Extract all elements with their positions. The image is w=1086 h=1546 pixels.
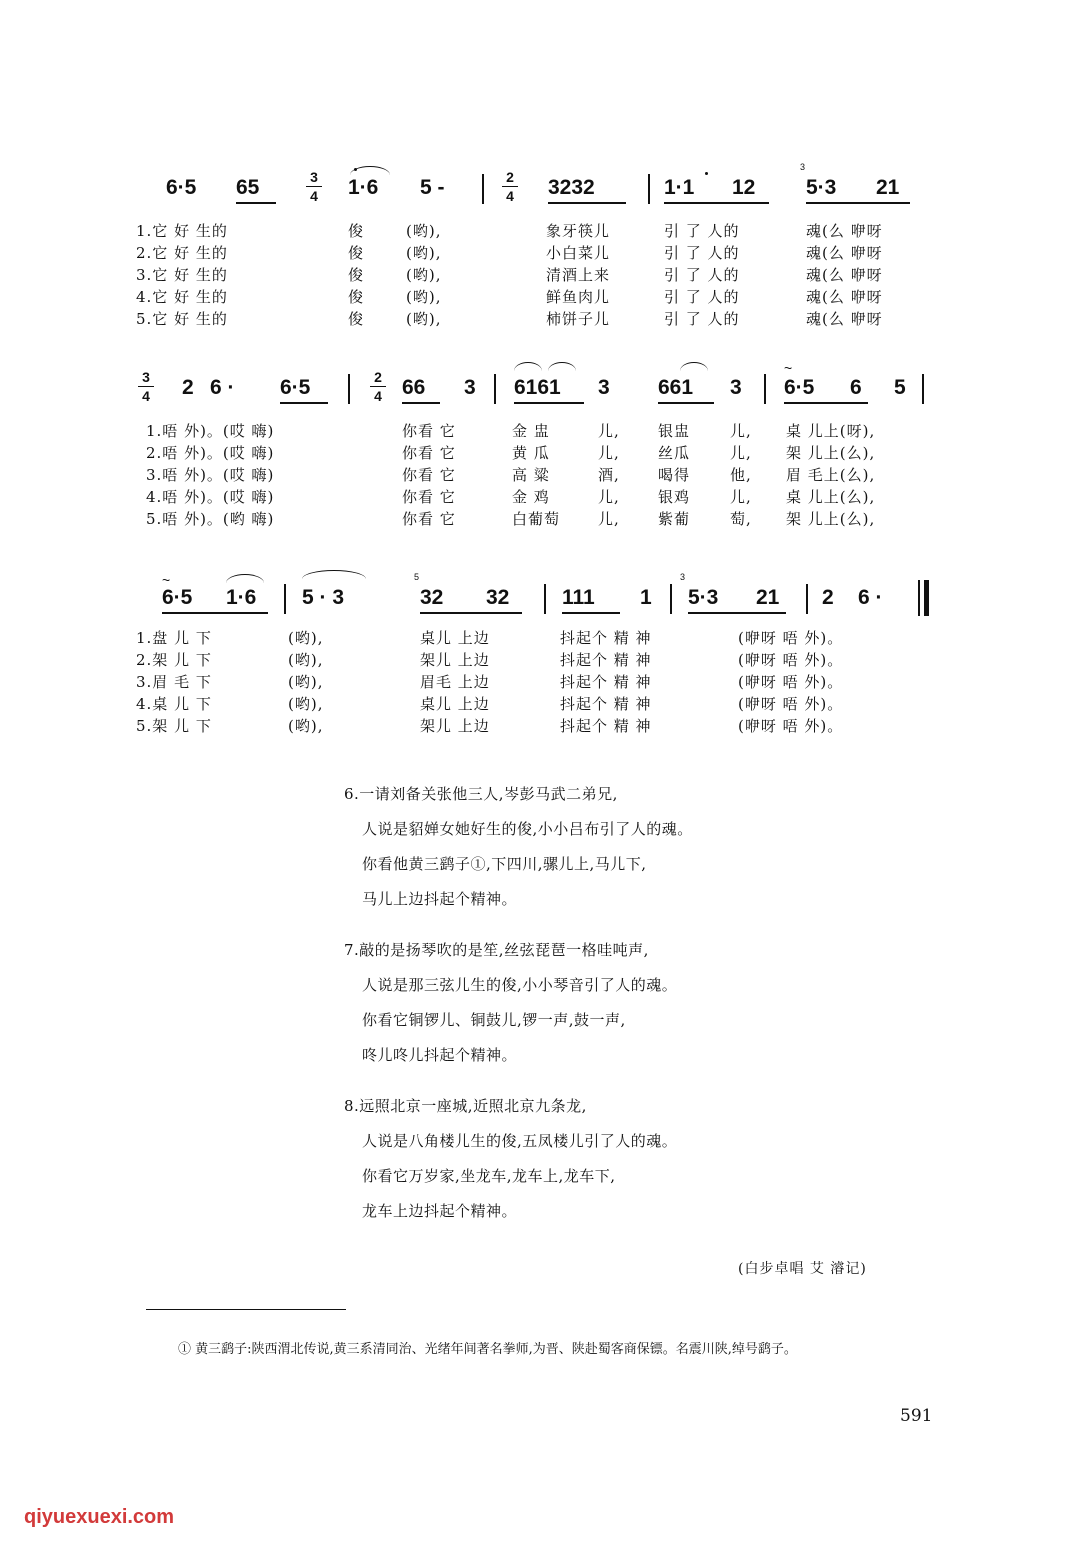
lyric: 银鸡 [658,488,691,506]
lyric: 儿, [730,488,752,506]
note: 3 [464,376,476,399]
lyric-line [0,220,1086,242]
note: 5 · 3 [302,586,345,609]
lyric: 抖起个 精 神 [560,673,652,691]
barline [348,374,350,404]
note: 3232 [548,176,595,199]
underline [514,402,584,404]
slur [226,574,264,583]
lyric: 高 粱 [512,466,550,484]
note: 1·1 [664,176,695,199]
lyric: 清酒上来 [546,266,611,284]
watermark: qiyuexuexi.com [24,1506,175,1528]
lyric-line [0,649,1086,671]
lyric: 白葡萄 [512,510,561,528]
verse-line: 6.一请刘备关张他三人,岑彭马武二弟兄, [344,785,618,803]
lyric-line [0,486,1086,508]
lyric: (咿呀 唔 外)。 [738,717,844,735]
lyric: 抖起个 精 神 [560,651,652,669]
lyric-line [0,508,1086,530]
note: 2 [182,376,194,399]
lyric: 象牙筷儿 [546,222,611,240]
lyric: 引 了 人的 [664,222,740,240]
lyric: 3.唔 外)。(哎 嗨) [146,466,275,484]
note: 32 [486,586,510,609]
lyric: 儿, [598,510,620,528]
verse-line: 你看它万岁家,坐龙车,龙车上,龙车下, [362,1167,616,1185]
lyric: (咿呀 唔 外)。 [738,629,844,647]
lyric: 1.盘 儿 下 [136,629,212,647]
lyric-line [0,671,1086,693]
lyric: 架儿 上边 [420,717,490,735]
note: 21 [756,586,780,609]
underline [688,612,786,614]
barline [922,374,924,404]
lyric: (哟), [406,310,442,328]
lyric-line [0,442,1086,464]
lyric: 引 了 人的 [664,266,740,284]
time-signature: 2 4 [502,170,518,203]
lyric: 丝瓜 [658,444,691,462]
lyrics-block-2 [0,420,1086,530]
high-dot [354,168,357,171]
lyric: 引 了 人的 [664,288,740,306]
lyric: 俊 [348,288,365,306]
note: 111 [562,586,595,609]
slur [514,362,542,371]
lyric: 小白菜儿 [546,244,611,262]
lyric: 3.它 好 生的 [136,266,228,284]
verse-line: 8.远照北京一座城,近照北京九条龙, [344,1097,587,1115]
lyric: 抖起个 精 神 [560,629,652,647]
lyrics-block-1 [0,220,1086,330]
lyric: 儿, [730,444,752,462]
lyric: 你看 它 [402,488,456,506]
grace-note: 5 [414,572,420,582]
note: 3 [730,376,742,399]
lyric: (哟), [288,695,324,713]
lyric: 抖起个 精 神 [560,717,652,735]
underline [806,202,910,204]
lyric: 眉毛 上边 [420,673,490,691]
verse-line: 你看它铜锣儿、铜鼓儿,锣一声,鼓一声, [362,1011,626,1029]
note: 32 [420,586,444,609]
lyric-line [0,420,1086,442]
slur [680,362,708,371]
lyric: (哟), [288,629,324,647]
footnote: ① 黄三鹞子:陕西渭北传说,黄三系清同治、光绪年间著名拳师,为晋、陕赴蜀客商保镖。名震川陕,绰号鹞子。 [178,1342,797,1357]
lyric: (哟), [288,651,324,669]
note: 12 [732,176,756,199]
barline [544,584,546,614]
note: 6·5 [784,376,815,399]
lyric: 桌 儿上(么), [786,488,876,506]
lyric: 俊 [348,244,365,262]
time-signature: 3 4 [306,170,322,203]
lyric: 你看 它 [402,466,456,484]
lyric: 喝得 [658,466,691,484]
lyric: 引 了 人的 [664,310,740,328]
lyrics-block-3 [0,627,1086,737]
lyric: 架 儿上(么), [786,444,876,462]
lyric: 俊 [348,222,365,240]
note: 6·5 [162,586,193,609]
lyric: (咿呀 唔 外)。 [738,651,844,669]
lyric: 5.它 好 生的 [136,310,228,328]
lyric: 柿饼子儿 [546,310,611,328]
underline [664,202,769,204]
note: 5·3 [806,176,837,199]
note: 661 [658,376,694,399]
lyric: 5.架 儿 下 [136,717,212,735]
verse-line: 人说是那三弦儿生的俊,小小琴音引了人的魂。 [362,976,678,994]
lyric: 紫葡 [658,510,691,528]
lyric-line [0,308,1086,330]
note: 65 [236,176,260,199]
lyric: (哟), [288,717,324,735]
note: 1·6 [348,176,379,199]
lyric: 你看 它 [402,510,456,528]
lyric: 4.桌 儿 下 [136,695,212,713]
underline [402,402,440,404]
lyric: 你看 它 [402,422,456,440]
lyric: (哟), [406,266,442,284]
note: 6 [850,376,862,399]
lyric: 儿, [598,444,620,462]
lyric: 2.它 好 生的 [136,244,228,262]
underline [784,402,868,404]
barline [648,174,650,204]
time-signature: 3 4 [138,370,154,403]
lyric-line [0,286,1086,308]
lyric: 4.它 好 生的 [136,288,228,306]
barline [482,174,484,204]
underline [562,612,620,614]
note: 5 - [420,176,445,199]
lyric: 魂(么 咿呀 [806,222,883,240]
lyric: 2.唔 外)。(哎 嗨) [146,444,275,462]
underline [420,612,522,614]
slur [302,570,366,579]
lyric: (咿呀 唔 外)。 [738,673,844,691]
note: 6·5 [166,176,197,199]
note: 21 [876,176,900,199]
verse-line: 人说是貂婵女她好生的俊,小小吕布引了人的魂。 [362,820,693,838]
high-dot [705,172,708,175]
lyric: 抖起个 精 神 [560,695,652,713]
underline [658,402,714,404]
lyric: 魂(么 咿呀 [806,310,883,328]
barline [764,374,766,404]
lyric: (哟), [406,244,442,262]
lyric: 酒, [598,466,620,484]
lyric: 1.它 好 生的 [136,222,228,240]
final-barline [924,580,929,616]
barline [806,584,808,614]
lyric: 魂(么 咿呀 [806,244,883,262]
time-signature: 2 4 [370,370,386,403]
verse-line: 人说是八角楼儿生的俊,五凤楼儿引了人的魂。 [362,1132,678,1150]
lyric-line [0,627,1086,649]
lyric: 儿, [730,422,752,440]
verse-line: 你看他黄三鹞子①,下四川,骡儿上,马儿下, [362,855,647,873]
page-number: 591 [900,1406,933,1426]
lyric: (哟), [406,222,442,240]
underline [236,202,276,204]
grace-note: 3 [800,162,806,172]
underline [162,612,268,614]
credit: (白步卓唱 艾 濬记) [738,1261,867,1277]
trill-mark: ~ [162,572,171,588]
lyric: 桌儿 上边 [420,695,490,713]
lyric: 鲜鱼肉儿 [546,288,611,306]
note: 6 · [858,586,883,609]
lyric: 桌 儿上(呀), [786,422,876,440]
lyric: 俊 [348,266,365,284]
lyric: 3.眉 毛 下 [136,673,212,691]
lyric: 5.唔 外)。(哟 嗨) [146,510,275,528]
lyric: 1.唔 外)。(哎 嗨) [146,422,275,440]
lyric: 魂(么 咿呀 [806,266,883,284]
barline [494,374,496,404]
lyric: (哟), [288,673,324,691]
note: 66 [402,376,426,399]
verse-line: 7.敲的是扬琴吹的是笙,丝弦琵琶一格哇吨声, [344,941,649,959]
final-barline [918,580,920,616]
lyric: 金 鸡 [512,488,550,506]
note: 6·5 [280,376,311,399]
underline [280,402,328,404]
lyric: 引 了 人的 [664,244,740,262]
note: 6161 [514,376,561,399]
lyric-line [0,715,1086,737]
lyric: 架 儿上(么), [786,510,876,528]
lyric: 2.架 儿 下 [136,651,212,669]
note: 1·6 [226,586,257,609]
lyric: 4.唔 外)。(哎 嗨) [146,488,275,506]
lyric-line [0,264,1086,286]
lyric: 儿, [598,488,620,506]
barline [670,584,672,614]
slur [548,362,576,371]
underline [548,202,626,204]
grace-note: 3 [680,572,686,582]
lyric: 金 盅 [512,422,550,440]
lyric: (咿呀 唔 外)。 [738,695,844,713]
verse-line: 龙车上边抖起个精神。 [362,1202,518,1220]
lyric-line [0,242,1086,264]
lyric: 俊 [348,310,365,328]
footnote-rule [146,1309,346,1310]
lyric: 他, [730,466,752,484]
lyric: 萄, [730,510,752,528]
lyric: 桌儿 上边 [420,629,490,647]
note: 5·3 [688,586,719,609]
lyric-line [0,693,1086,715]
note: 6 · [210,376,235,399]
verse-line: 马儿上边抖起个精神。 [362,890,518,908]
note: 2 [822,586,834,609]
lyric: 银盅 [658,422,691,440]
lyric-line [0,464,1086,486]
lyric: (哟), [406,288,442,306]
lyric: 你看 它 [402,444,456,462]
note: 1 [640,586,652,609]
note: 3 [598,376,610,399]
lyric: 眉 毛上(么), [786,466,876,484]
verse-line: 咚儿咚儿抖起个精神。 [362,1046,518,1064]
lyric: 魂(么 咿呀 [806,288,883,306]
note: 5 [894,376,906,399]
barline [284,584,286,614]
lyric: 儿, [598,422,620,440]
lyric: 黄 瓜 [512,444,550,462]
lyric: 架儿 上边 [420,651,490,669]
trill-mark: ~ [784,360,793,376]
